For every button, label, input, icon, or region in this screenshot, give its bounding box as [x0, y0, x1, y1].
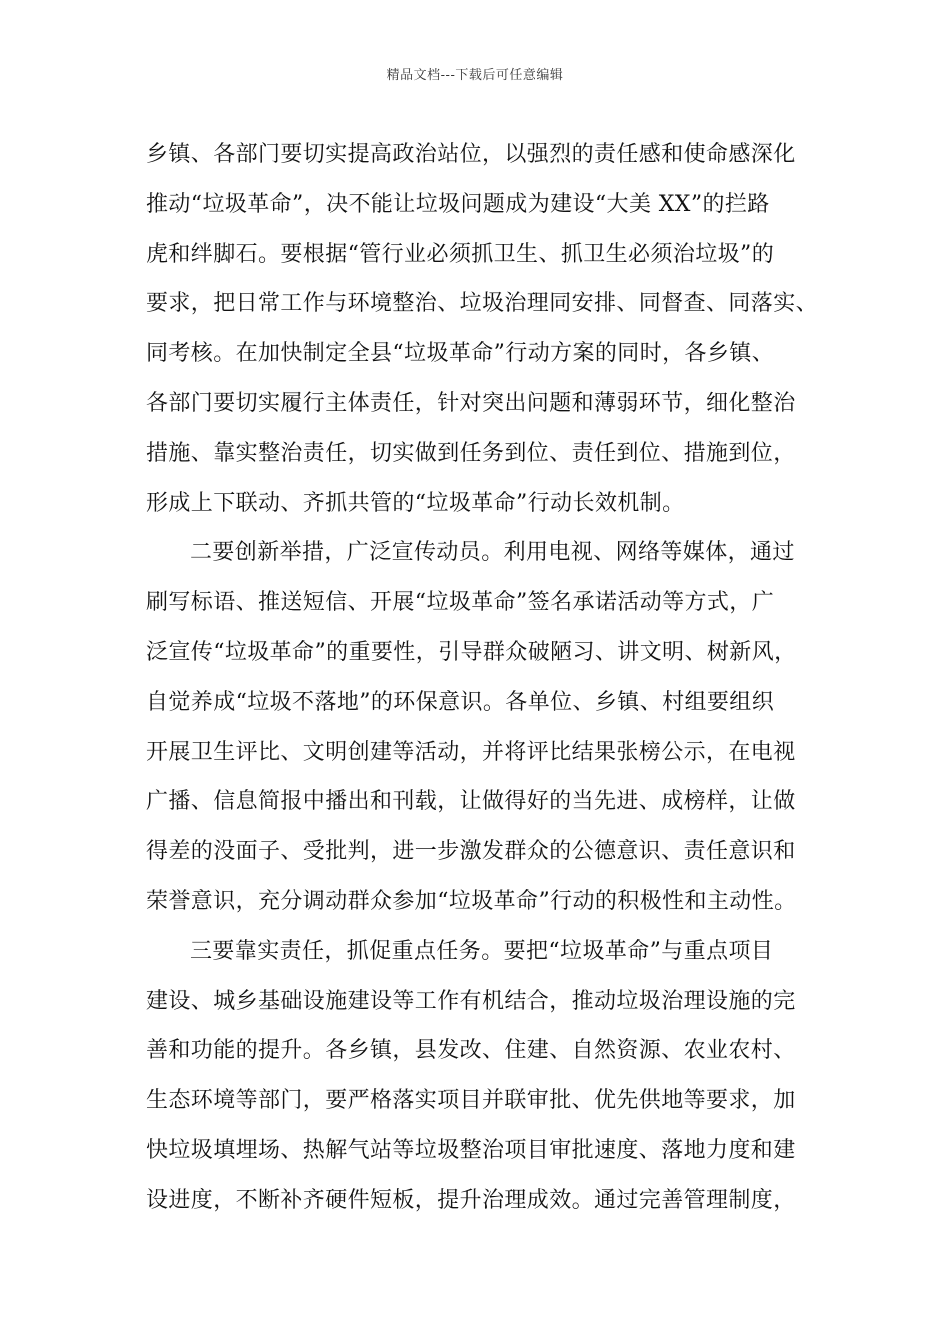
text-line: 同考核。在加快制定全县“垃圾革命”行动方案的同时，各乡镇、: [146, 341, 775, 367]
text-line: 要求，把日常工作与环境整治、垃圾治理同安排、同督查、同落实、: [146, 291, 819, 317]
text-line: 措施、靠实整治责任，切实做到任务到位、责任到位、措施到位，: [146, 440, 796, 466]
text-line: 推动“垃圾革命”，决不能让垃圾问题成为建设“大美 XX”的拦路: [146, 191, 770, 217]
text-line: 泛宣传“垃圾革命”的重要性，引导群众破陋习、讲文明、树新风，: [146, 639, 797, 665]
text-line: 生态环境等部门，要严格落实项目并联审批、优先供地等要求，加: [146, 1088, 796, 1114]
text-line: 乡镇、各部门要切实提高政治站位，以强烈的责任感和使命感深化: [146, 142, 796, 167]
text-line: 二要创新举措，广泛宣传动员。利用电视、网络等媒体，通过: [190, 540, 795, 566]
text-line: 建设、城乡基础设施建设等工作有机结合，推动垃圾治理设施的完: [146, 988, 796, 1014]
text-line: 形成上下联动、齐抓共管的“垃圾革命”行动长效机制。: [146, 490, 685, 516]
text-line: 善和功能的提升。各乡镇，县发改、住建、自然资源、农业农村、: [146, 1038, 796, 1064]
text-line: 得差的没面子、受批判，进一步激发群众的公德意识、责任意识和: [146, 839, 796, 865]
text-line: 各部门要切实履行主体责任，针对突出问题和薄弱环节，细化整治: [146, 390, 796, 416]
text-line: 设进度，不断补齐硬件短板，提升治理成效。通过完善管理制度，: [146, 1187, 796, 1213]
document-body: [146, 130, 826, 1226]
text-line: 开展卫生评比、文明创建等活动，并将评比结果张榜公示，在电视: [146, 739, 796, 765]
text-line: 刷写标语、推送短信、开展“垃圾革命”签名承诺活动等方式，广: [146, 590, 775, 616]
text-line: 广播、信息简报中播出和刊载，让做得好的当先进、成榜样，让做: [146, 789, 796, 815]
text-line: 虎和绊脚石。要根据“管行业必须抓卫生、抓卫生必须治垃圾”的: [146, 241, 775, 267]
text-line: 荣誉意识，充分调动群众参加“垃圾革命”行动的积极性和主动性。: [146, 888, 797, 914]
text-line: 快垃圾填埋场、热解气站等垃圾整治项目审批速度、落地力度和建: [146, 1137, 796, 1163]
text-line: 自觉养成“垃圾不落地”的环保意识。各单位、乡镇、村组要组织: [146, 689, 775, 715]
page-header: 精品文档---下载后可任意编辑: [386, 68, 564, 83]
text-line: 三要靠实责任，抓促重点任务。要把“垃圾革命”与重点项目: [190, 938, 774, 964]
